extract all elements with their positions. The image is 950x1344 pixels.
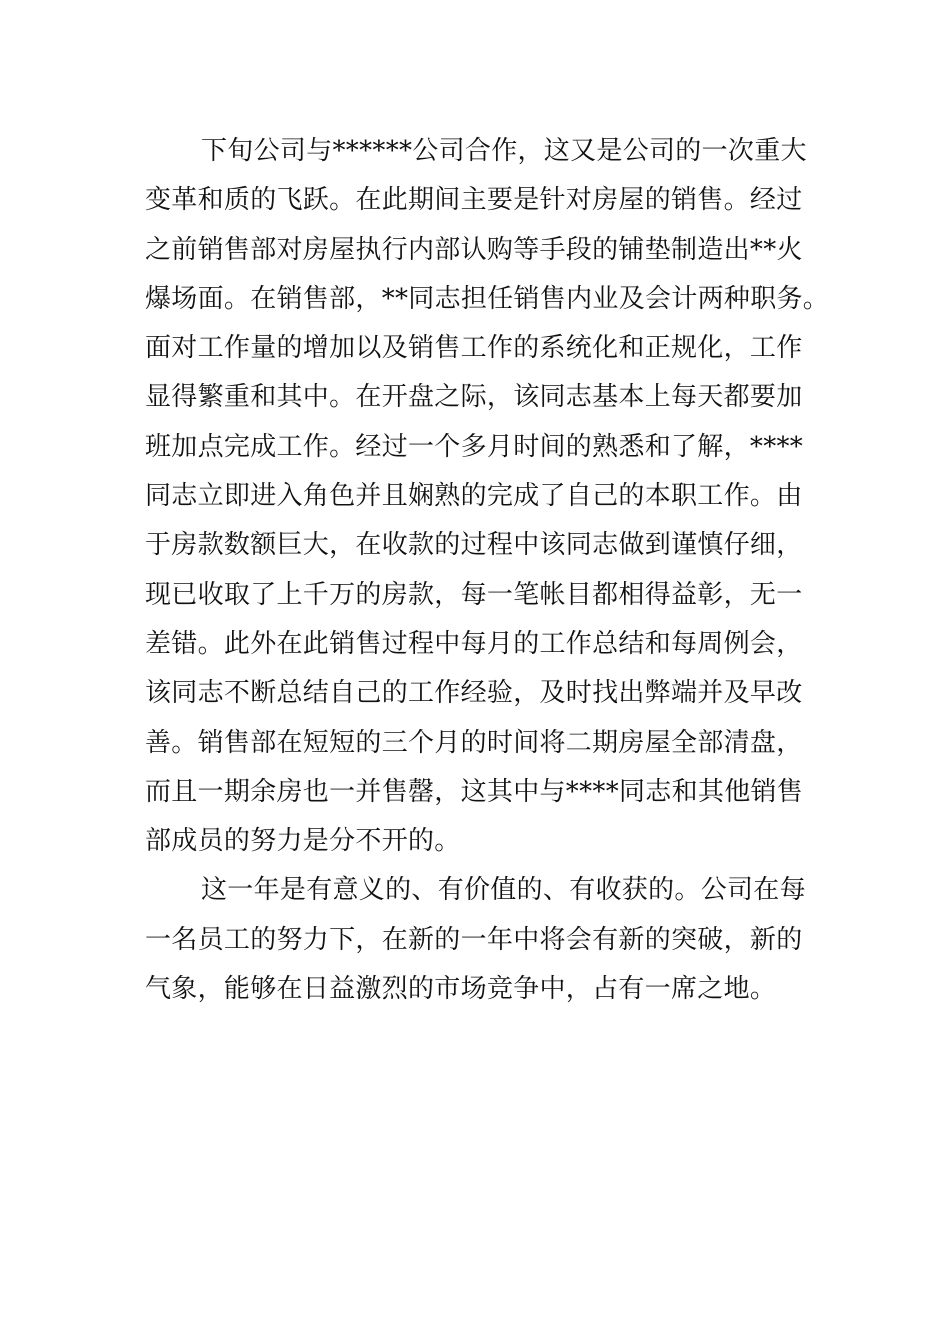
text-line: 显得繁重和其中。在开盘之际，该同志基本上每天都要加	[145, 382, 803, 413]
text-line: 班加点完成工作。经过一个多月时间的熟悉和了解，****	[145, 431, 804, 462]
text-line: 下旬公司与******公司合作，这又是公司的一次重大	[201, 136, 807, 166]
text-line: 而且一期余房也一并售罄，这其中与****同志和其他销售	[145, 776, 804, 807]
text-line: 差错。此外在此销售过程中每月的工作总结和每周例会，	[145, 628, 803, 659]
text-line: 面对工作量的增加以及销售工作的系统化和正规化，工作	[145, 333, 803, 364]
text-line: 同志立即进入角色并且娴熟的完成了自己的本职工作。由	[145, 481, 803, 512]
text-line: 变革和质的飞跃。在此期间主要是针对房屋的销售。经过	[145, 185, 803, 216]
paragraph-2	[145, 866, 825, 1014]
paragraph-1	[145, 127, 830, 866]
text-line: 善。销售部在短短的三个月的时间将二期房屋全部清盘，	[145, 727, 803, 758]
text-line: 一名员工的努力下，在新的一年中将会有新的突破，新的	[145, 924, 803, 955]
text-line: 于房款数额巨大，在收款的过程中该同志做到谨慎仔细，	[145, 530, 803, 561]
text-line: 之前销售部对房屋执行内部认购等手段的铺垫制造出**火	[145, 234, 803, 265]
text-line: 部成员的努力是分不开的。	[145, 826, 461, 857]
text-line: 气象，能够在日益激烈的市场竞争中，占有一席之地。	[145, 974, 777, 1005]
text-line: 现已收取了上千万的房款，每一笔帐目都相得益彰，无一	[145, 579, 803, 610]
text-line: 这一年是有意义的、有价值的、有收获的。公司在每	[201, 875, 806, 906]
text-line: 爆场面。在销售部，**同志担任销售内业及会计两种职务。	[145, 283, 830, 314]
body-text	[145, 127, 830, 1014]
text-line: 该同志不断总结自己的工作经验，及时找出弊端并及早改	[145, 678, 803, 709]
